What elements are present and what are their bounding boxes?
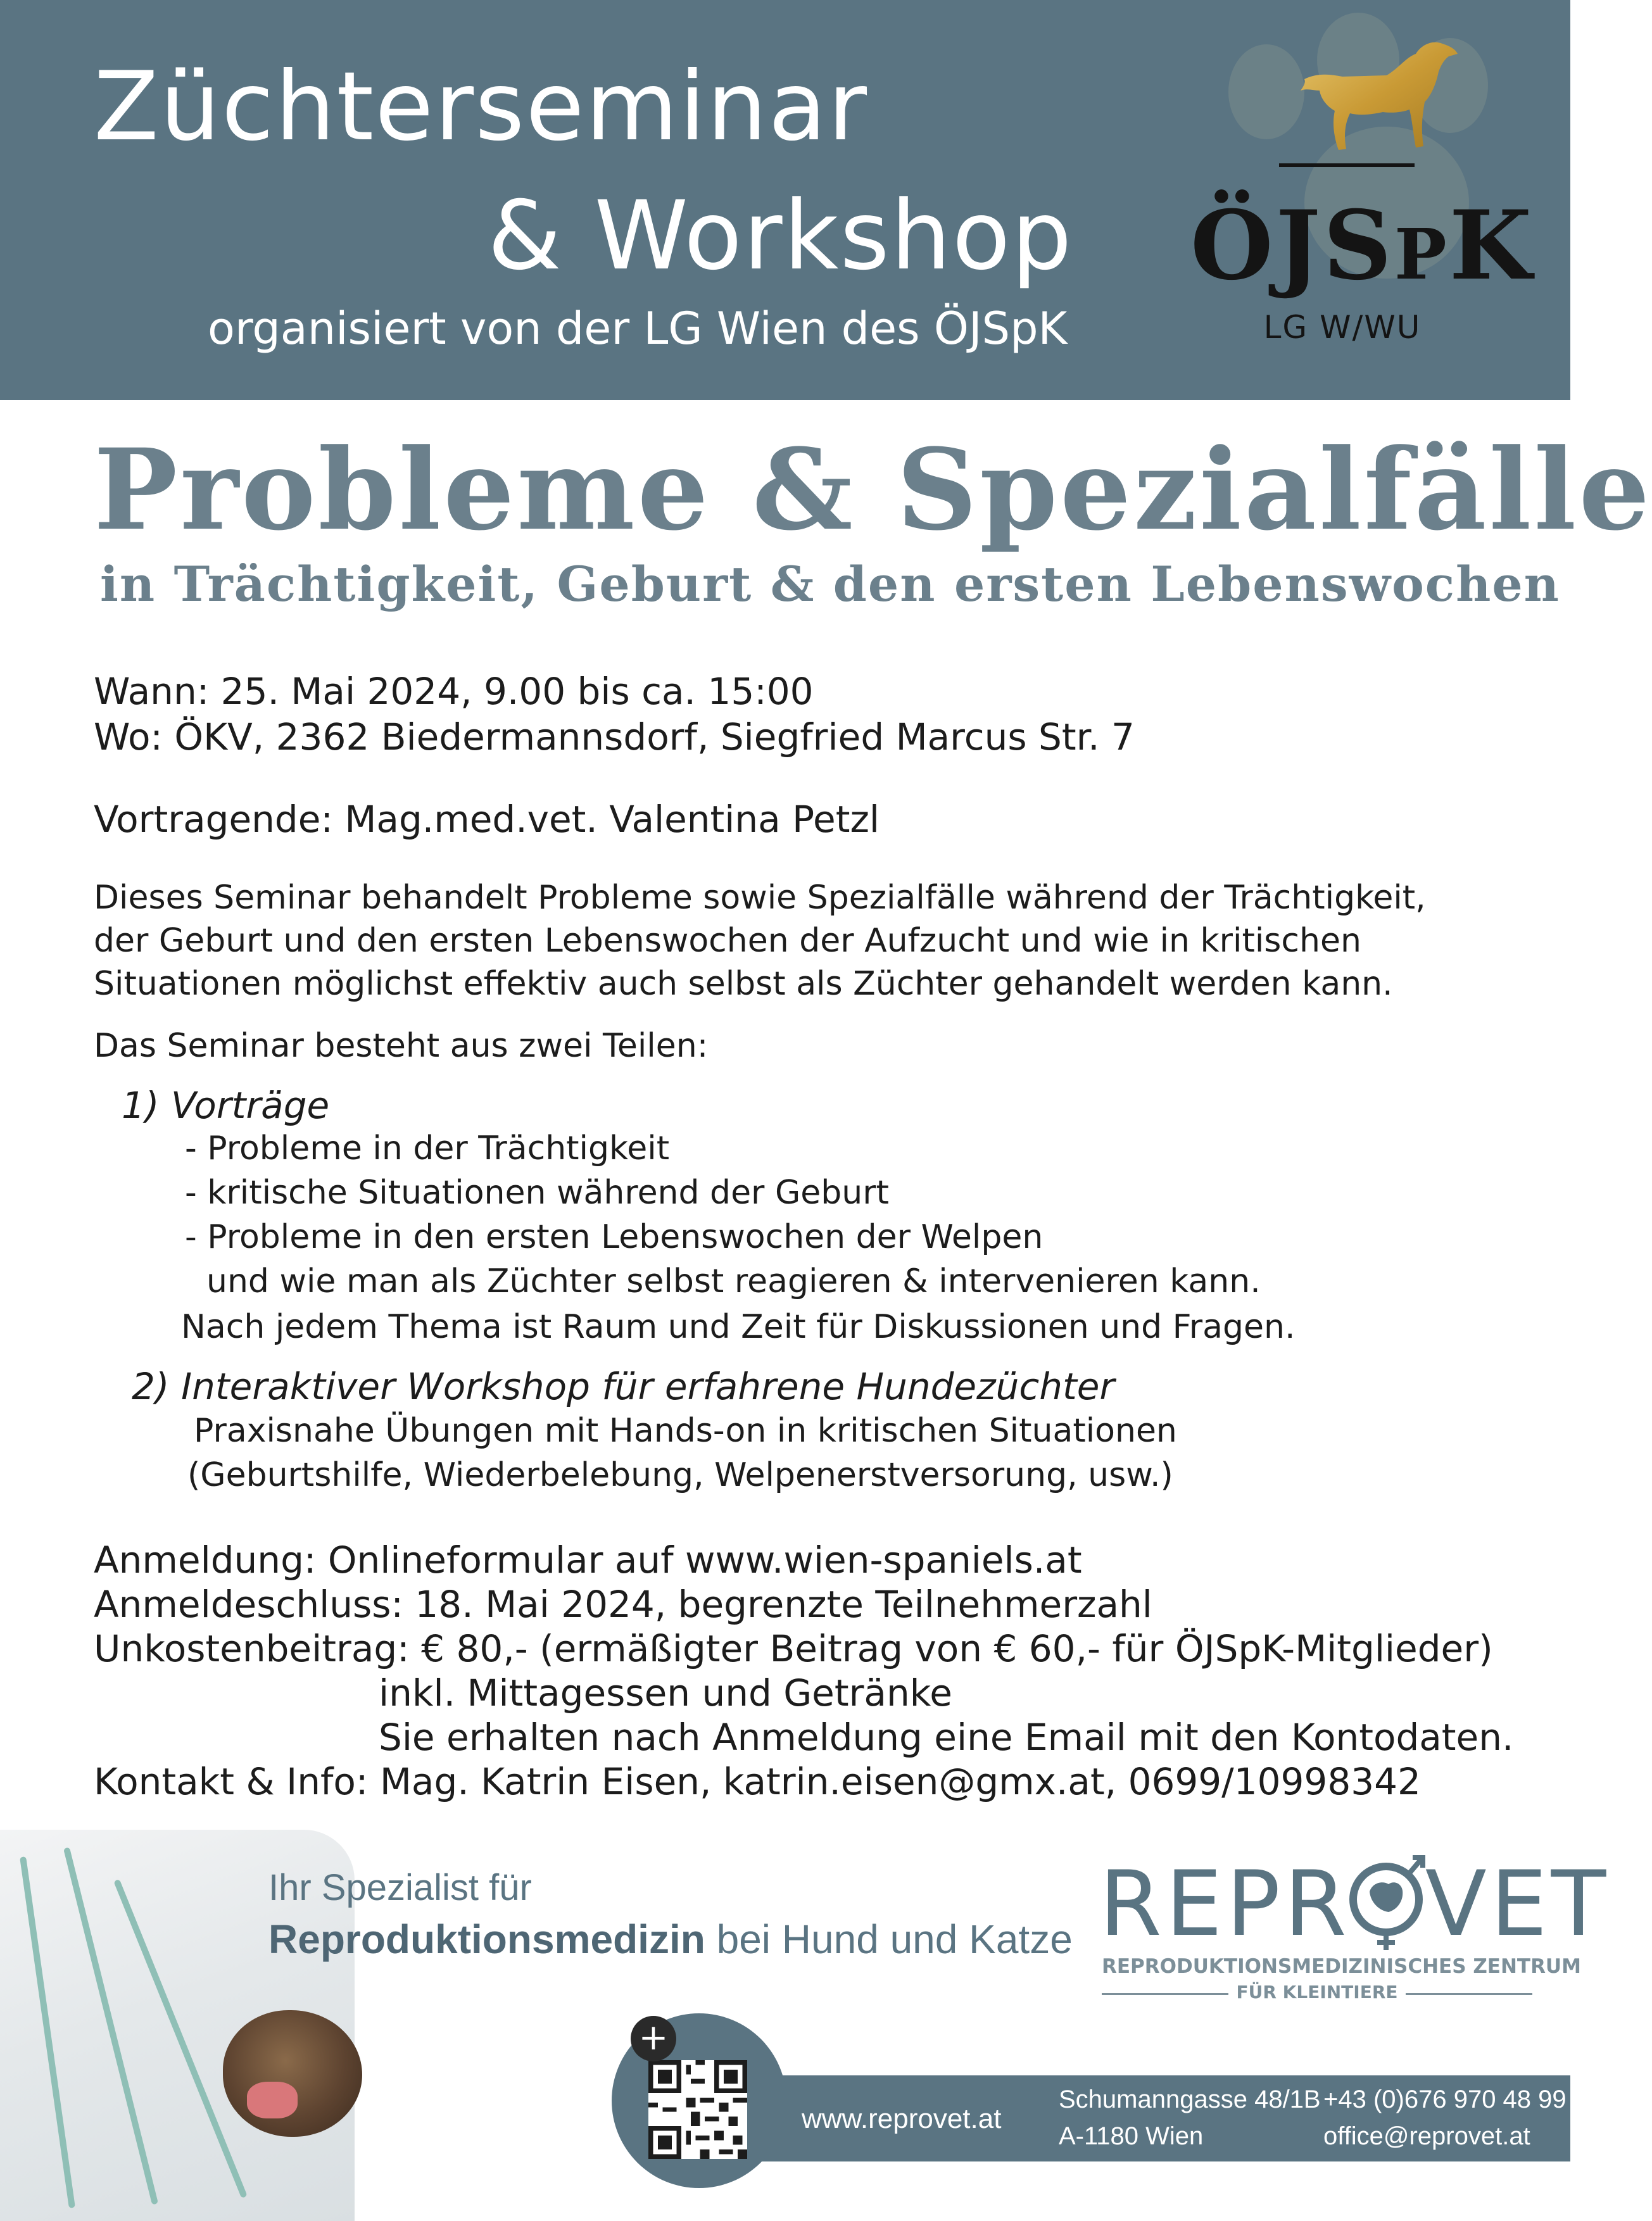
plus-icon: +	[631, 2016, 676, 2061]
fee-line: inkl. Mittagessen und Getränke	[379, 1671, 952, 1715]
signup-value: Onlineformular auf www.wien-spaniels.at	[327, 1538, 1082, 1582]
part1-item: und wie man als Züchter selbst reagieren & intervenieren kann.	[206, 1262, 1261, 1300]
reprovet-rule-right	[1406, 1993, 1532, 1995]
description-line: Situationen möglichst effektiv auch selbst als Züchter gehandelt werden kann.	[94, 965, 1393, 1003]
description-line: Dieses Seminar behandelt Probleme sowie Spezialfälle während der Trächtigkeit,	[94, 879, 1426, 917]
part1-note: Nach jedem Thema ist Raum und Zeit für Diskussionen und Fragen.	[181, 1308, 1296, 1346]
fee-value: € 80,- (ermäßigter Beitrag von € 60,- für ÖJSpK-Mitglieder)	[421, 1627, 1493, 1670]
part1-heading: 1) Vorträge	[122, 1084, 330, 1127]
parts-intro: Das Seminar besteht aus zwei Teilen:	[94, 1027, 709, 1065]
puppy-image	[223, 2010, 362, 2137]
part1-item: - Probleme in den ersten Lebenswochen der Welpen	[185, 1218, 1044, 1256]
description-line: der Geburt und den ersten Lebenswochen der Aufzucht und wie in kritischen	[94, 922, 1361, 960]
fee-line: Sie erhalten nach Anmeldung eine Email mit den Kontodaten.	[379, 1716, 1514, 1759]
sponsor-address-line2: A-1180 Wien	[1059, 2122, 1204, 2150]
event-speaker: Vortragende: Mag.med.vet. Valentina Petzl	[94, 798, 880, 841]
part2-line: Praxisnahe Übungen mit Hands-on in kritischen Situationen	[194, 1412, 1177, 1450]
puppy-mouth	[247, 2082, 298, 2118]
reprovet-text-left: REPR	[1099, 1852, 1351, 1956]
deadline-label: Anmeldeschluss:	[94, 1583, 403, 1626]
header-title-line1: Züchterseminar	[94, 52, 869, 162]
deadline-value: 18. Mai 2024, begrenzte Teilnehmerzahl	[415, 1583, 1152, 1626]
part1-item: - kritische Situationen während der Geburt	[185, 1174, 889, 1212]
logo-divider	[1279, 163, 1415, 167]
sponsor-phone[interactable]: +43 (0)676 970 48 99	[1323, 2086, 1567, 2113]
sponsor-email[interactable]: office@reprovet.at	[1323, 2122, 1530, 2150]
fee-label: Unkostenbeitrag:	[94, 1627, 410, 1670]
fee-row	[94, 1627, 1493, 1670]
reprovet-subtitle2: FÜR KLEINTIERE	[1236, 1982, 1398, 2003]
logo-region: LG W/WU	[1263, 309, 1422, 346]
header-band	[0, 0, 1570, 400]
event-subtitle: in Trächtigkeit, Geburt & den ersten Lebenswochen	[100, 556, 1560, 612]
part1-item: - Probleme in der Trächtigkeit	[185, 1129, 670, 1167]
sponsor-slogan-line1: Ihr Spezialist für	[268, 1867, 532, 1908]
reprovet-subtitle1: REPRODUKTIONSMEDIZINISCHES ZENTRUM	[1102, 1955, 1581, 1978]
event-when: Wann: 25. Mai 2024, 9.00 bis ca. 15:00	[94, 670, 814, 713]
header-title-line2: & Workshop	[488, 181, 1073, 291]
sponsor-address-line1: Schumanngasse 48/1B	[1059, 2086, 1321, 2113]
sponsor-slogan-bold: Reproduktionsmedizin	[268, 1916, 705, 1962]
signup-label: Anmeldung:	[94, 1538, 317, 1582]
reprovet-logo	[1099, 1852, 1610, 1956]
contact-row	[94, 1760, 1421, 1803]
logo-wordmark: ÖJSPK	[1190, 190, 1535, 301]
contact-value: Mag. Katrin Eisen, katrin.eisen@gmx.at, 0699/10998342	[379, 1760, 1421, 1803]
deadline-row	[94, 1583, 1152, 1626]
qr-code-icon[interactable]	[648, 2060, 747, 2159]
golden-dog-icon	[1292, 35, 1463, 161]
event-where: Wo: ÖKV, 2362 Biedermannsdorf, Siegfried Marcus Str. 7	[94, 715, 1135, 758]
reprovet-text-right: VET	[1425, 1852, 1610, 1956]
signup-row	[94, 1538, 1082, 1582]
gender-dog-o-icon	[1351, 1865, 1425, 1940]
part2-heading: 2) Interaktiver Workshop für erfahrene Hundezüchter	[132, 1365, 1115, 1408]
event-title: Probleme & Spezialfälle	[94, 424, 1652, 555]
header-subtitle: organisiert von der LG Wien des ÖJSpK	[208, 303, 1068, 355]
contact-label: Kontakt & Info:	[94, 1760, 369, 1803]
sponsor-website[interactable]: www.reprovet.at	[802, 2103, 1002, 2134]
sponsor-slogan-rest: bei Hund und Katze	[705, 1916, 1073, 1962]
part2-line: (Geburtshilfe, Wiederbelebung, Welpenerstversorung, usw.)	[187, 1456, 1173, 1494]
sponsor-slogan-line2	[268, 1916, 1073, 1963]
